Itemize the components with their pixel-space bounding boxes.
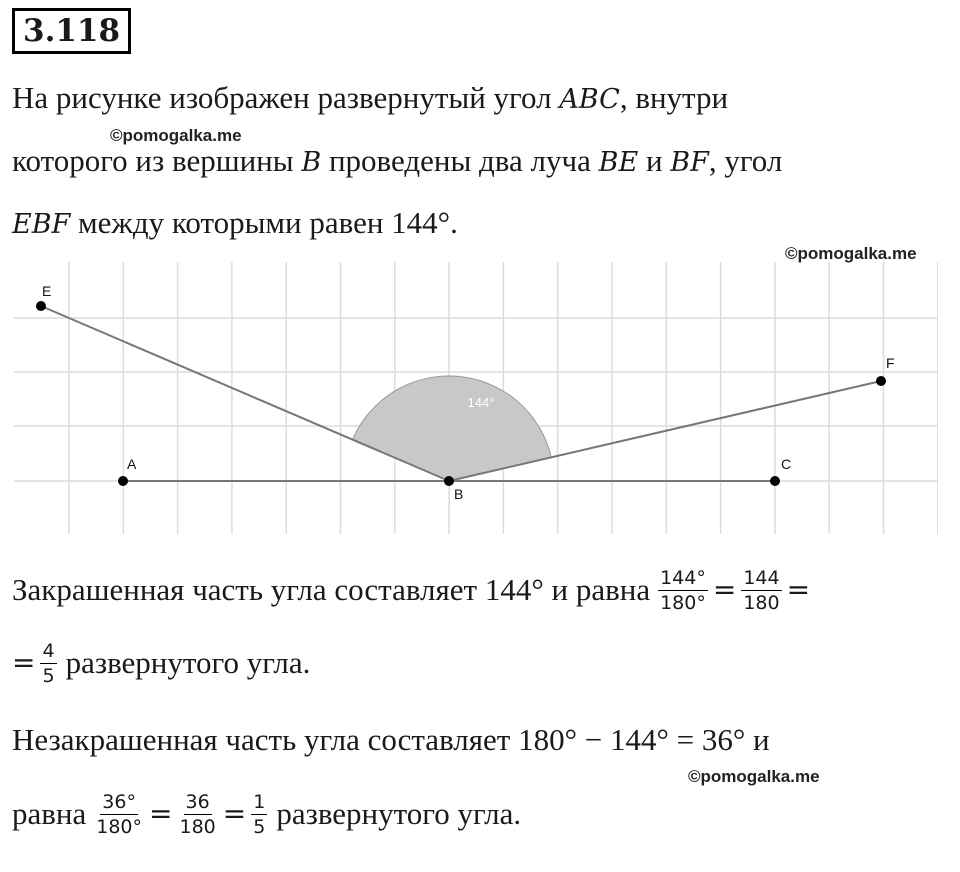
point-b (444, 476, 454, 486)
solution-line-3 (12, 722, 770, 758)
equals-sign: = (712, 573, 737, 606)
problem-number: 3.118 (12, 8, 131, 54)
statement-text: , внутри (619, 80, 729, 115)
fraction-denominator: 5 (253, 815, 266, 838)
point-label-b: B (454, 486, 464, 502)
equals-sign: = (149, 797, 173, 830)
fraction-numerator: 36 (185, 790, 210, 813)
solution-line-4 (12, 788, 521, 840)
fraction-denominator: 5 (42, 664, 55, 687)
equals-sign: = (786, 573, 811, 606)
point-label-c: C (781, 456, 792, 472)
angle-label: 144° (467, 395, 495, 410)
point-label-f: F (886, 355, 895, 371)
fraction (94, 790, 144, 839)
math-ray-bf: BF (670, 147, 709, 178)
statement-text: На рисунке изображен развернутый угол (12, 80, 560, 115)
solution-text: Закрашенная часть угла составляет 144° и равна (12, 572, 651, 607)
fraction (177, 790, 217, 839)
statement-line-3 (12, 205, 458, 243)
statement-line-1 (12, 80, 728, 118)
fraction-numerator: 4 (42, 639, 55, 662)
equals-sign: = (12, 646, 36, 679)
fraction (658, 566, 708, 615)
solution-text: Незакрашенная часть угла составляет 180° − 144° = 36° и (12, 722, 770, 757)
watermark: ©pomogalka.me (785, 244, 917, 263)
fraction-denominator: 180 (179, 815, 216, 838)
fraction (40, 639, 56, 688)
point-c (770, 476, 780, 486)
watermark: ©pomogalka.me (688, 767, 820, 786)
point-a (118, 476, 128, 486)
math-angle-abc: ABC (559, 84, 620, 115)
statement-text: и (638, 143, 671, 178)
statement-text: проведены два луча (321, 143, 599, 178)
solution-text: развернутого угла. (65, 645, 311, 680)
fraction-denominator: 180° (660, 591, 706, 614)
solution-text: равна (12, 796, 87, 831)
statement-text: , угол (708, 143, 783, 178)
point-f (876, 376, 886, 386)
point-e (36, 301, 46, 311)
fraction-numerator: 144° (660, 566, 706, 589)
math-angle-ebf: EBF (12, 209, 71, 240)
watermark: ©pomogalka.me (110, 126, 242, 145)
point-label-e: E (42, 283, 52, 299)
equals-sign: = (222, 797, 247, 830)
fraction-numerator: 1 (253, 790, 266, 813)
fraction (251, 790, 267, 839)
fraction-numerator: 144 (743, 566, 780, 589)
fraction (741, 566, 781, 615)
solution-line-1 (12, 566, 812, 614)
fraction-numerator: 36° (102, 790, 136, 813)
fraction-denominator: 180 (743, 591, 780, 614)
angle-figure (14, 262, 938, 534)
math-ray-be: BE (598, 147, 639, 178)
solution-text: развернутого угла. (276, 796, 522, 831)
statement-text: между которыми равен 144°. (70, 205, 458, 240)
statement-line-2 (12, 143, 782, 181)
point-label-a: A (127, 456, 137, 472)
statement-text: которого из вершины (12, 143, 302, 178)
math-vertex-b: B (301, 147, 322, 178)
ray-be (41, 306, 449, 481)
fraction-denominator: 180° (96, 815, 143, 838)
solution-line-2 (12, 639, 310, 687)
